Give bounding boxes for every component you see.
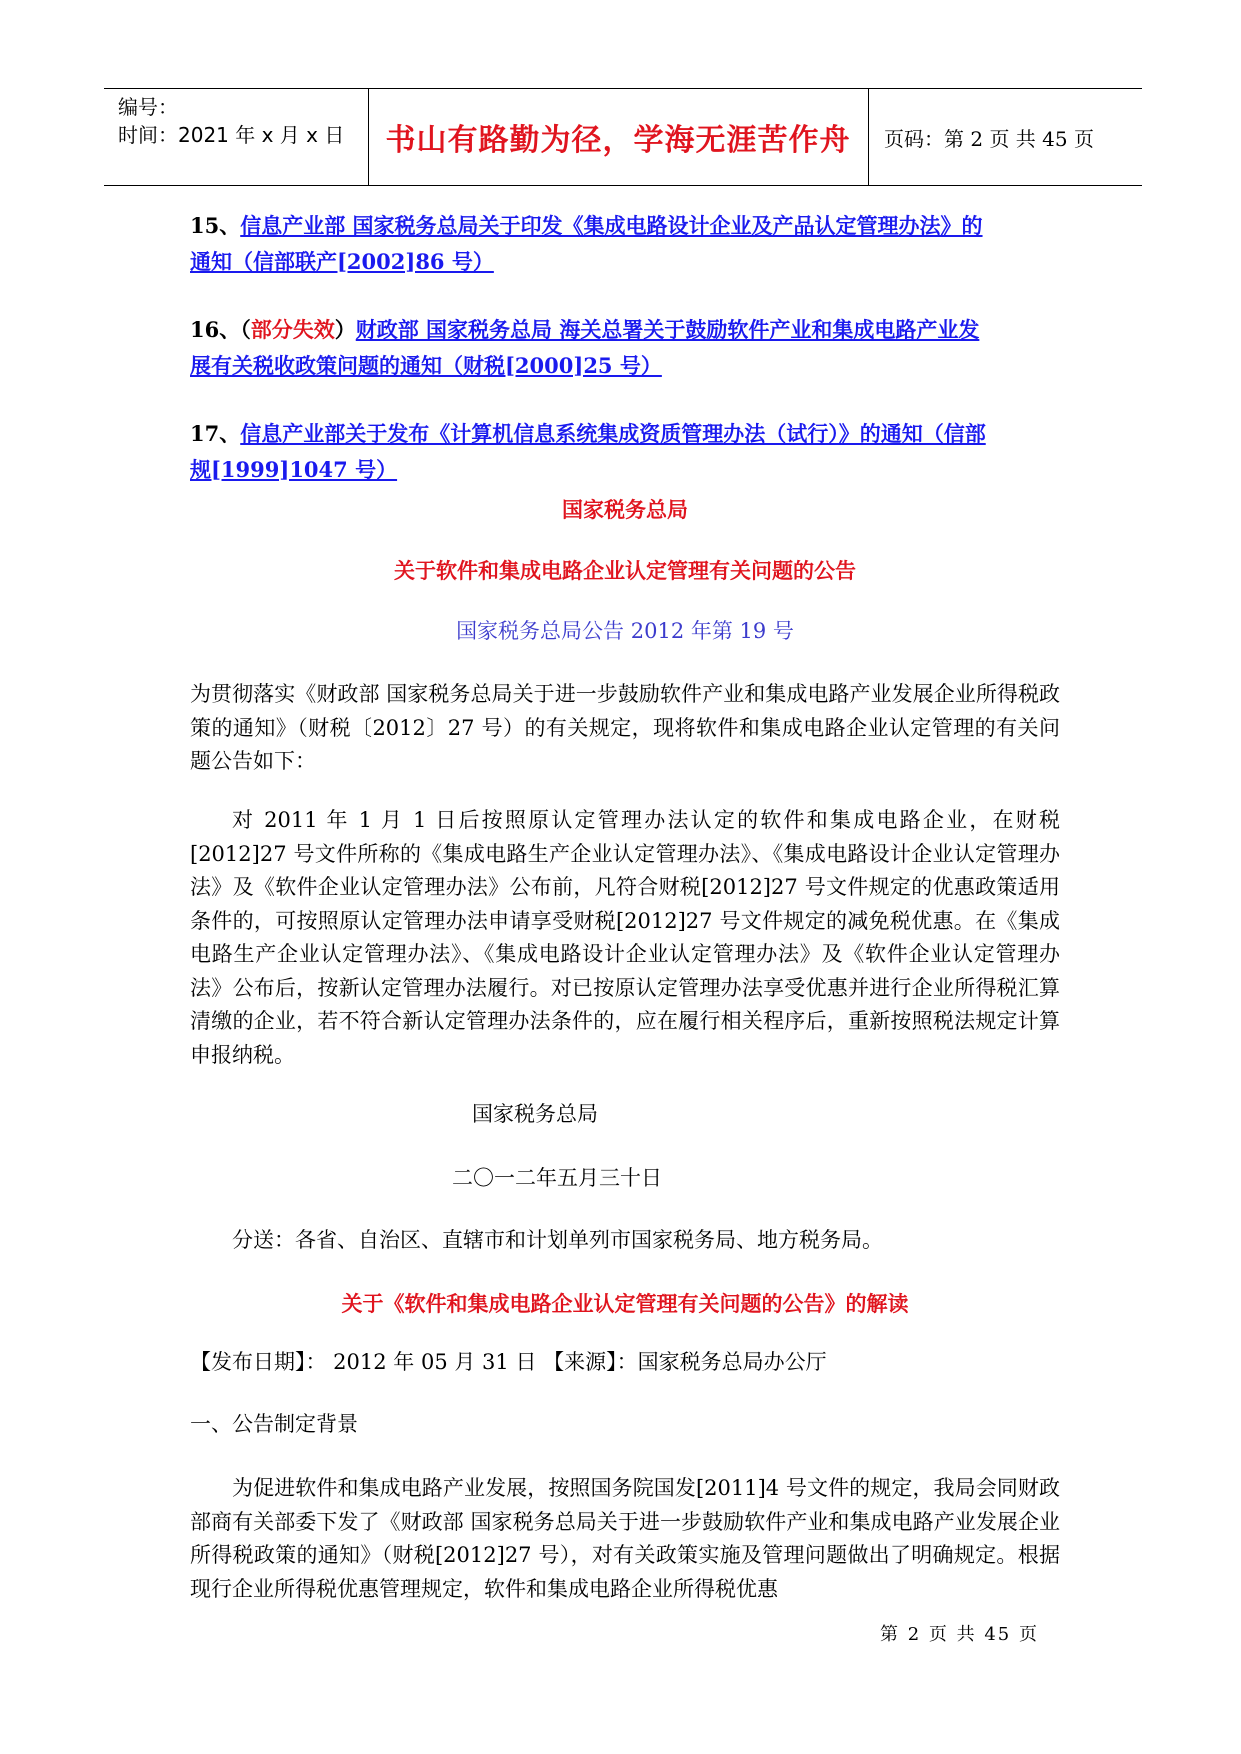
document-link[interactable]: 信息产业部关于发布《计算机信息系统集成资质管理办法（试行）》的通知（信部 规[1999]1047 号） [190, 421, 986, 482]
announcement-intro: 为贯彻落实《财政部 国家税务总局关于进一步鼓励软件产业和集成电路产业发展企业所得税政策的通知》（财税〔2012〕27 号）的有关规定，现将软件和集成电路企业认定管理的有关问题公告如下： [190, 682, 1060, 773]
page-label: 页码：第 2 页 共 45 页 [884, 126, 1094, 151]
motto-text: 书山有路勤为径，学海无涯苦作舟 [385, 123, 851, 158]
number-label: 编号： [118, 95, 178, 119]
announcement-cc: 分送：各省、自治区、直辖市和计划单列市国家税务局、地方税务局。 [232, 1228, 883, 1252]
header-left-cell [104, 89, 369, 185]
item-number: 15、 [190, 213, 241, 238]
list-item [190, 416, 1060, 488]
announcement-date: 二〇一二年五月三十日 [452, 1166, 662, 1190]
time-label: 时间：2021 年 x 月 x 日 [118, 123, 345, 147]
header-motto-cell [368, 89, 869, 185]
header-page-cell [868, 89, 1142, 185]
list-item: 16、（部分失效）财政部 国家税务总局 海关总署关于鼓励软件产业和集成电路产业发 展有关税收政策问题的通知（财税[2000]25 号） [190, 317, 980, 378]
interpretation-title: 关于《软件和集成电路企业认定管理有关问题的公告》的解读 [341, 1291, 909, 1316]
announcement-title: 关于软件和集成电路企业认定管理有关问题的公告 [394, 558, 856, 583]
announcement-signature: 国家税务总局 [472, 1102, 598, 1126]
document-link[interactable]: 财政部 国家税务总局 海关总署关于鼓励软件产业和集成电路产业发 展有关税收政策问题的通知（财税[2000]25 号） [190, 317, 980, 378]
interpretation-paragraph: 为促进软件和集成电路产业发展，按照国务院国发[2011]4 号文件的规定，我局会同财政部商有关部委下发了《财政部 国家税务总局关于进一步鼓励软件产业和集成电路产业发展企业所得税政策的通知》（财税[2012]27 号），对有关政策实施及管理问题做出了明确规定。根据现行企业所得税优惠管理规定，软件和集成电路企业所得税优惠 [190, 1476, 1060, 1601]
status-badge: 部分失效 [250, 317, 335, 342]
interpretation-meta: 【发布日期】： 2012 年 05 月 31 日 【来源】：国家税务总局办公厅 [190, 1350, 827, 1374]
announcement-body: 对 2011 年 1 月 1 日后按照原认定管理办法认定的软件和集成电路企业，在财税[2012]27 号文件所称的《集成电路生产企业认定管理办法》、《集成电路设计企业认定管理办法》及《软件企业认定管理办法》公布前，凡符合财税[2012]27 号文件规定的优惠政策适用条件的，可按照原认定管理办法申请享受财税[2012]27 号文件规定的减免税优惠。在《集成电路生产企业认定管理办法》、《集成电路设计企业认定管理办法》及《软件企业认定管理办法》公布后，按新认定管理办法履行。对已按原认定管理办法享受优惠并进行企业所得税汇算清缴的企业，若不符合新认定管理办法条件的，应在履行相关程序后，重新按照税法规定计算申报纳税。 [190, 808, 1060, 1067]
list-item [190, 208, 1060, 280]
page-footer: 第 2 页 共 45 页 [880, 1624, 1039, 1645]
document-link[interactable]: 信息产业部 国家税务总局关于印发《集成电路设计企业及产品认定管理办法》的 通知（信部联产[2002]86 号） [190, 213, 983, 274]
announcement-issuer: 国家税务总局 [562, 497, 688, 522]
announcement-number: 国家税务总局公告 2012 年第 19 号 [456, 619, 794, 643]
item-number: 16、 [190, 317, 241, 342]
document-list [190, 208, 1060, 488]
item-number: 17、 [190, 421, 241, 446]
section-heading: 一、公告制定背景 [190, 1412, 358, 1436]
page-header [104, 88, 1142, 186]
